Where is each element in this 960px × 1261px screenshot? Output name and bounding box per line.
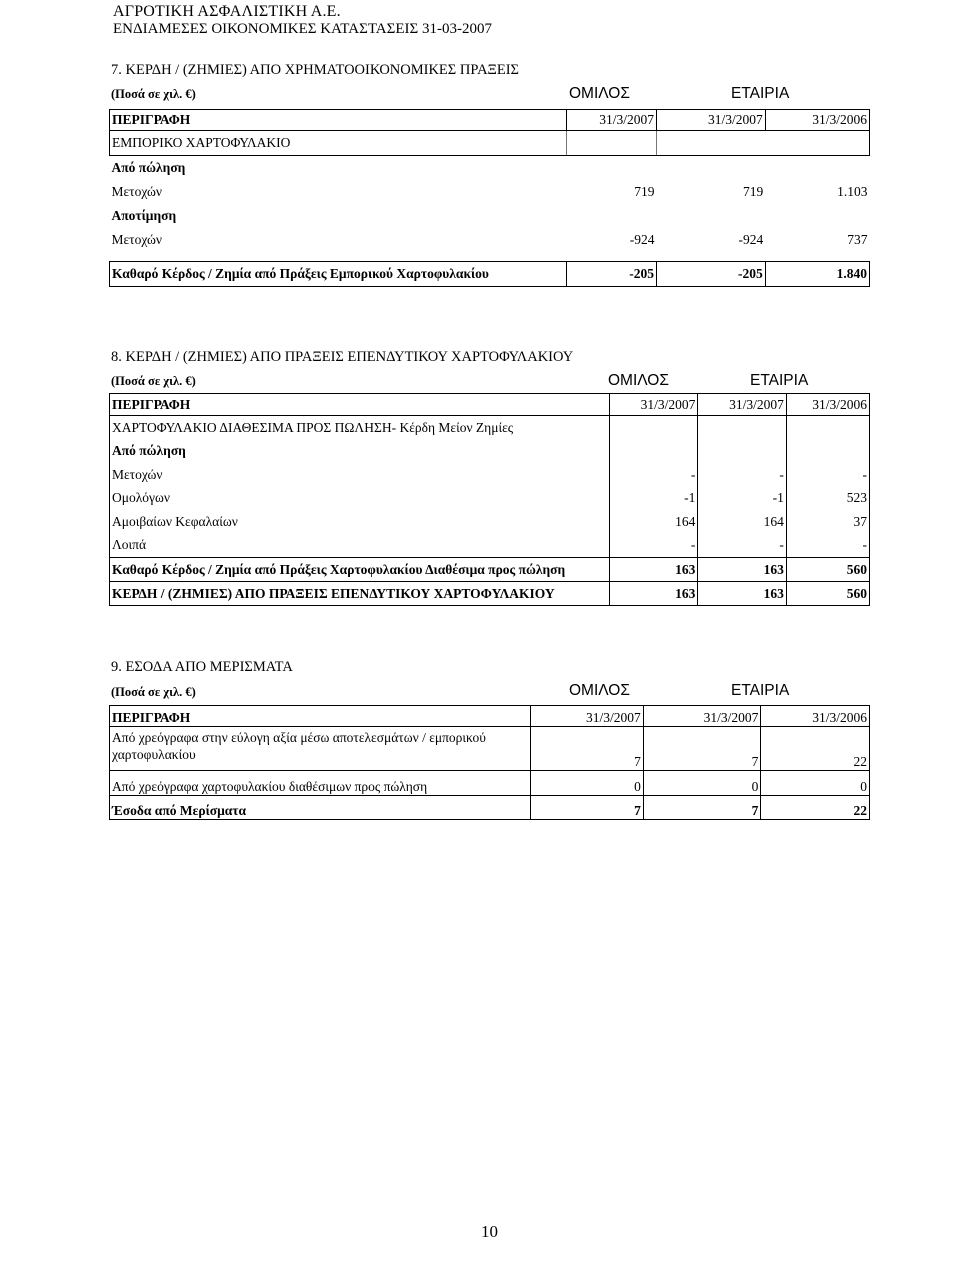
company-heading: ΕΤΑΙΡΙΑ [750,372,809,389]
section-8-title: 8. ΚΕΡΔΗ / (ΖΗΜΙΕΣ) ΑΠΟ ΠΡΑΞΕΙΣ ΕΠΕΝΔΥΤΙΚΟΥ ΧΑΡΤΟΦΥΛΑΚΙΟΥ [111,349,574,365]
section-7-table [109,109,870,287]
company-value: -924 [738,232,764,247]
date-header: 31/3/2006 [786,394,869,416]
sale-heading: Από πώληση [110,440,610,464]
company-heading: ΕΤΑΙΡΙΑ [731,85,790,102]
total-label: ΚΕΡΔΗ / (ΖΗΜΙΕΣ) ΑΠΟ ΠΡΑΞΕΙΣ ΕΠΕΝΔΥΤΙΚΟΥ ΧΑΡΤΟΦΥΛΑΚΙΟΥ [110,582,610,606]
total-row [110,796,870,820]
date-header: 31/3/2007 [698,394,786,416]
company-total: 163 [698,582,786,606]
company-prior-subtotal: 560 [786,558,869,582]
total-label: Καθαρό Κέρδος / Ζημία από Πράξεις Εμπορικού Χαρτοφυλακίου [110,262,567,287]
date-header: 31/3/2007 [609,394,697,416]
company-prior-value: 37 [786,510,869,534]
section-9-title: 9. ΕΣΟΔΑ ΑΠΟ ΜΕΡΙΣΜΑΤΑ [111,659,293,675]
section-9-table [109,705,870,820]
row-label: Ομολόγων [110,487,610,511]
group-total: -205 [566,262,656,287]
table-row [110,727,870,771]
subtotal-label: Καθαρό Κέρδος / Ζημία από Πράξεις Χαρτοφυλακίου Διαθέσιμα προς πώληση [110,558,610,582]
company-prior-value: 523 [786,487,869,511]
date-header: 31/3/2006 [765,110,869,131]
total-row [110,582,870,606]
group-value: - [609,534,697,558]
company-prior-total: 1.840 [765,262,869,287]
group-heading: ΟΜΙΛΟΣ [608,372,669,389]
company-value: 164 [698,510,786,534]
amounts-note: (Ποσά σε χιλ. €) [111,374,196,388]
group-value: - [609,463,697,487]
row-label: Μετοχών [111,184,163,199]
company-prior-value: 22 [761,727,870,771]
table-row [110,534,870,558]
category-label: ΧΑΡΤΟΦΥΛΑΚΙΟ ΔΙΑΘΕΣΙΜΑ ΠΡΟΣ ΠΩΛΗΣΗ- Κέρδη Μείον Ζημίες [110,416,610,440]
company-prior-value: - [786,463,869,487]
company-value: 719 [743,184,764,199]
valuation-heading: Αποτίμηση [111,208,177,223]
table-row [110,228,870,252]
category-label: ΕΜΠΟΡΙΚΟ ΧΑΡΤΟΦΥΛΑΚΙΟ [110,131,567,156]
group-value: 7 [531,727,644,771]
subheading-row [110,204,870,228]
group-value: 0 [531,771,644,796]
subtotal-row [110,558,870,582]
category-row [110,131,870,156]
subheading-row [110,156,870,181]
row-label: Αμοιβαίων Κεφαλαίων [110,510,610,534]
row-label: Λοιπά [110,534,610,558]
page-number: 10 [481,1222,498,1241]
group-total: 163 [609,582,697,606]
company-name: ΑΓΡΟΤΙΚΗ ΑΣΦΑΛΙΣΤΙΚΗ Α.Ε. [113,3,341,20]
company-prior-value: 0 [761,771,870,796]
company-value: - [698,534,786,558]
company-value: -1 [698,487,786,511]
date-header: 31/3/2007 [531,706,644,727]
amounts-note: (Ποσά σε χιλ. €) [111,87,196,101]
description-header: ΠΕΡΙΓΡΑΦΗ [110,394,610,416]
company-total: 7 [643,796,761,820]
company-prior-total: 560 [786,582,869,606]
sale-heading: Από πώληση [111,160,186,175]
row-label: Από χρεόγραφα χαρτοφυλακίου διαθέσιμων προς πώληση [110,771,531,796]
company-value: 7 [643,727,761,771]
table-header-row [110,706,870,727]
table-header-row [110,394,870,416]
company-value: - [698,463,786,487]
table-header-row [110,110,870,131]
amounts-note: (Ποσά σε χιλ. €) [111,685,196,699]
row-label: Μετοχών [111,232,163,247]
date-header: 31/3/2007 [643,706,761,727]
company-prior-value: - [786,534,869,558]
document-header [113,3,492,38]
company-prior-value: 737 [847,232,868,247]
company-heading: ΕΤΑΙΡΙΑ [731,682,790,699]
category-row [110,416,870,440]
group-heading: ΟΜΙΛΟΣ [569,682,630,699]
section-8-table [109,393,870,606]
table-row [110,487,870,511]
table-row [110,771,870,796]
group-heading: ΟΜΙΛΟΣ [569,85,630,102]
total-label: Έσοδα από Μερίσματα [110,796,531,820]
table-row [110,180,870,204]
subheading-row [110,440,870,464]
company-total: -205 [656,262,765,287]
group-total: 7 [531,796,644,820]
total-row [110,262,870,287]
table-row [110,463,870,487]
company-subtotal: 163 [698,558,786,582]
group-value: 164 [609,510,697,534]
description-header: ΠΕΡΙΓΡΑΦΗ [110,706,531,727]
company-prior-value: 1.103 [837,184,868,199]
company-prior-total: 22 [761,796,870,820]
row-label: Μετοχών [110,463,610,487]
date-header: 31/3/2006 [761,706,870,727]
report-subtitle: ΕΝΔΙΑΜΕΣΕΣ ΟΙΚΟΝΟΜΙΚΕΣ ΚΑΤΑΣΤΑΣΕΙΣ 31-03-2007 [113,21,492,37]
row-label: Από χρεόγραφα στην εύλογη αξία μέσω αποτελεσμάτων / εμπορικού χαρτοφυλακίου [110,727,531,771]
group-value: -924 [629,232,655,247]
section-7-title: 7. ΚΕΡΔΗ / (ΖΗΜΙΕΣ) ΑΠΟ ΧΡΗΜΑΤΟΟΙΚΟΝΟΜΙΚΕΣ ΠΡΑΞΕΙΣ [111,62,519,78]
description-header: ΠΕΡΙΓΡΑΦΗ [110,110,567,131]
group-value: -1 [609,487,697,511]
group-value: 719 [634,184,655,199]
date-header: 31/3/2007 [566,110,656,131]
group-subtotal: 163 [609,558,697,582]
date-header: 31/3/2007 [656,110,765,131]
table-row [110,510,870,534]
company-value: 0 [643,771,761,796]
